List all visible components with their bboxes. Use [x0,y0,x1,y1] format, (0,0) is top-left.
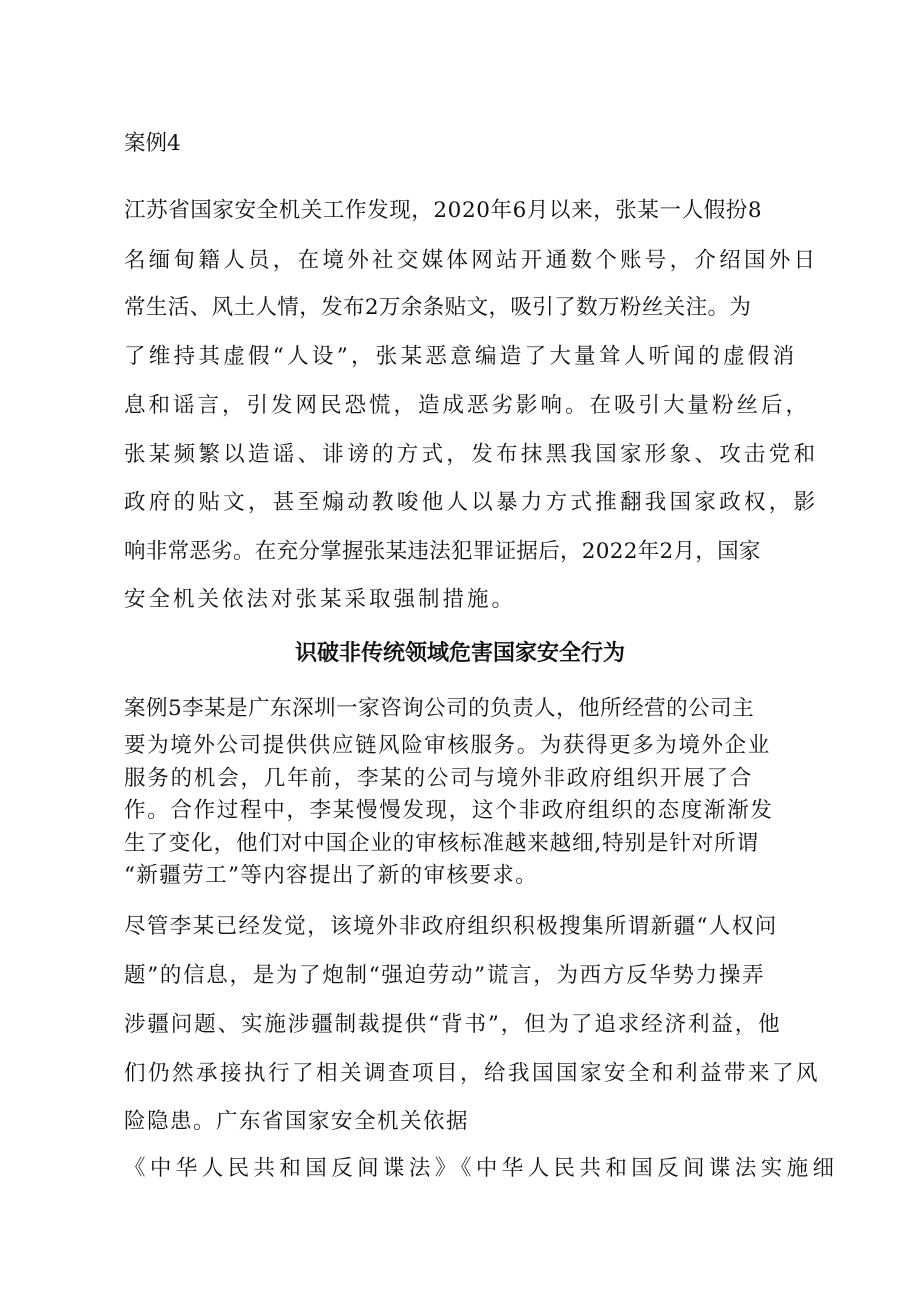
case4-line-3: 常生活、风土人情，发布2万余条贴文，吸引了数万粉丝关注。为 [124,295,752,320]
case4-line-4: 了维持其虚假“人设”，张某恶意编造了大量耸人听闻的虚假消 [124,344,798,369]
case5-p2-line-1: 尽管李某已经发觉，该境外非政府组织积极搜集所谓新疆“人权问 [124,914,778,939]
case4-line-2: 名缅甸籍人员，在境外社交媒体网站开通数个账号，介绍国外日 [124,248,819,273]
case5-p2-line-2: 题”的信息，是为了炮制“强迫劳动”谎言，为西方反华势力操弄 [124,963,766,988]
section-heading: 识破非传统领域危害国家安全行为 [294,641,625,666]
case5-line-1: 案例5李某是广东深圳一家咨询公司的负责人，他所经营的公司主 [124,696,755,721]
case5-p2-line-4: 们仍然承接执行了相关调查项目，给我国国家安全和利益带来了风 [124,1061,821,1086]
case5-line-2: 要为境外公司提供供应链风险审核服务。为获得更多为境外企业 [124,733,771,758]
case4-line-1: 江苏省国家安全机关工作发现，2020年6月以来，张某一人假扮8 [124,198,763,223]
case5-line-3: 服务的机会，几年前，李某的公司与境外非政府组织开展了合 [124,766,754,791]
case4-label: 案例4 [124,131,181,156]
case5-p2-line-6: 《中华人民共和国反间谍法》《中华人民共和国反间谍法实施细 [124,1156,839,1181]
case4-line-5: 息和谣言，引发网民恐慌，造成恶劣影响。在吸引大量粉丝后， [124,393,811,418]
case4-line-8: 响非常恶劣。在充分掌握张某违法犯罪证据后，2022年2月，国家 [124,539,761,564]
case4-line-7: 政府的贴文，甚至煽动教唆他人以暴力方式推翻我国家政权，影 [124,490,819,515]
case4-line-6: 张某频繁以造谣、诽谤的方式，发布抹黑我国家形象、攻击党和 [124,442,819,467]
case5-line-4: 作。合作过程中，李某慢慢发现，这个非政府组织的态度渐渐发 [124,798,774,823]
case5-p2-line-3: 涉疆问题、实施涉疆制裁提供“背书”，但为了追求经济利益，他 [124,1012,782,1037]
case5-p2-line-5: 险隐患。广东省国家安全机关依据 [124,1109,470,1134]
case5-line-5: 生了变化，他们对中国企业的审核标准越来越细,特别是针对所谓 [124,831,759,856]
case4-line-9: 安全机关依法对张某采取强制措施。 [124,587,517,612]
case5-line-6: “新疆劳工”等内容提出了新的审核要求。 [124,863,539,888]
